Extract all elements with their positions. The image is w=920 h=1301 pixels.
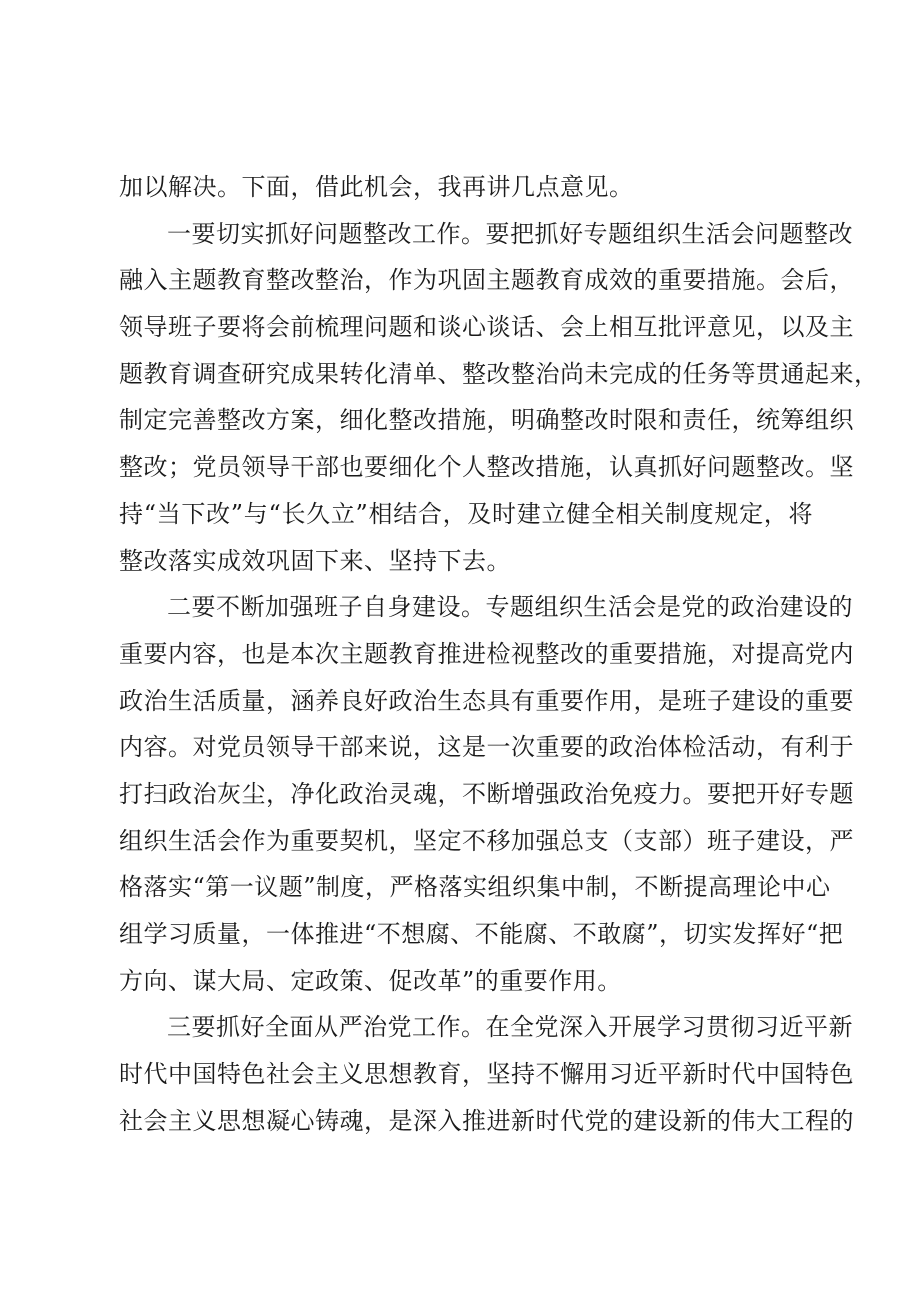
- text-line: 格落实“第一议题”制度，严格落实组织集中制，不断提高理论中心: [119, 873, 831, 902]
- text-line: 整改；党员领导干部也要细化个人整改措施，认真抓好问题整改。坚: [119, 453, 854, 482]
- text-line: 社会主义思想凝心铸魂，是深入推进新时代党的建设新的伟大工程的: [119, 1106, 854, 1135]
- text-line: 加以解决。下面，借此机会，我再讲几点意见。: [119, 173, 634, 201]
- text-line: 制定完善整改方案，细化整改措施，明确整改时限和责任，统筹组织: [119, 406, 854, 435]
- paragraph-2-start: 二要不断加强班子自身建设。专题组织生活会是党的政治建设的: [167, 593, 853, 622]
- text-line: 时代中国特色社会主义思想教育，坚持不懈用习近平新时代中国特色: [119, 1060, 854, 1089]
- text-line: 整改落实成效巩固下来、坚持下去。: [119, 546, 511, 575]
- body-text: [119, 164, 879, 1144]
- text-line: 题教育调查研究成果转化清单、整改整治尚未完成的任务等贯通起来，: [119, 359, 879, 388]
- paragraph-1-start: 一要切实抓好问题整改工作。要把抓好专题组织生活会问题整改: [167, 219, 853, 248]
- text-line: 方向、谋大局、定政策、促改革”的重要作用。: [119, 966, 622, 995]
- text-line: 打扫政治灰尘，净化政治灵魂，不断增强政治免疫力。要把开好专题: [119, 779, 854, 808]
- text-line: 持“当下改”与“长久立”相结合，及时建立健全相关制度规定，将: [119, 499, 813, 528]
- text-line: 内容。对党员领导干部来说，这是一次重要的政治体检活动，有利于: [119, 733, 854, 762]
- paragraph-3-start: 三要抓好全面从严治党工作。在全党深入开展学习贯彻习近平新: [167, 1013, 853, 1042]
- text-line: 重要内容，也是本次主题教育推进检视整改的重要措施，对提高党内: [119, 639, 854, 668]
- text-line: 融入主题教育整改整治，作为巩固主题教育成效的重要措施。会后，: [119, 266, 854, 295]
- text-line: 领导班子要将会前梳理问题和谈心谈话、会上相互批评意见，以及主: [119, 313, 854, 342]
- text-line: 组织生活会作为重要契机，坚定不移加强总支（支部）班子建设，严: [119, 826, 854, 855]
- text-line: 政治生活质量，涵养良好政治生态具有重要作用，是班子建设的重要: [119, 686, 854, 715]
- text-line: 组学习质量，一体推进“不想腐、不能腐、不敢腐”，切实发挥好“把: [119, 920, 844, 948]
